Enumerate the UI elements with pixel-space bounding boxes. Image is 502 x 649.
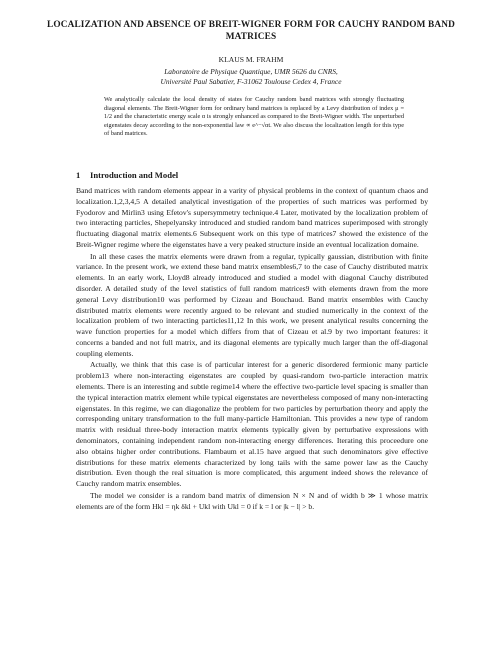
- abstract-text: We analytically calculate the local density of states for Cauchy random band matrices with strongly fluctuating diagonal elements. The Breit-Wigner form for ordinary band matrices is replaced by a Levy distribution of index μ = 1/2 and the characteristic energy scale α is strongly enhanced as compared to the Breit-Wigner width. The unperturbed eigenstates decay according to the non-exponential law ∝ e^−√αt. We also discuss the localization length for this type of band matrices.: [104, 96, 404, 138]
- paper-title: LOCALIZATION AND ABSENCE OF BREIT-WIGNER FORM FOR CAUCHY RANDOM BAND MATRICES: [46, 20, 456, 42]
- section-number: 1: [76, 170, 81, 180]
- affiliation: [40, 67, 462, 87]
- affiliation-line-1: Laboratoire de Physique Quantique, UMR 5626 du CNRS,: [164, 67, 338, 76]
- body-text: [76, 186, 428, 513]
- section-heading: [76, 170, 436, 181]
- section-title: Introduction and Model: [90, 170, 179, 180]
- paragraph: Band matrices with random elements appear in a varity of physical problems in the context of quantum chaos and localization.1,2,3,4,5 A detailed analytical investigation of the properties of such matrices was performed by Fyodorov and Mirlin3 using Efetov's supersymmetry technique.4 Later, motivated by the localization problem of two interacting particles, Shepelyansky introduced and studied random band matrices superimposed with strongly fluctuating diagonal matrix elements.6 Subsequent work on this type of matrices7 showed the existence of the Breit-Wigner regime where the eigenstates have a very peaked structure inside an eventual localization domaine.: [76, 186, 428, 249]
- paragraph: In all these cases the matrix elements were drawn from a regular, typically gaussian, distribution with finite variance. In the present work, we extend these band matrix ensembles6,7 to the case of Cauchy distributed matrix elements. In an early work, Lloyd8 already introduced and studied a model with diagonal Cauchy distributed disorder. A detailed study of the level statistics of full random matrices9 with elements drawn from the more general Levy distribution10 was performed by Cizeau and Bouchaud. Band matrix ensembles with Cauchy distributed matrix elements were recently argued to be relevant and studied numerically in the context of the localization problem of two interacting particles11,12 In this work, we present analytical results concerning the wave function properties for a model which differs from that of Cizeau et al.9 by two important features: it concerns a banded and not full matrix, and its diagonal elements are typically much larger than the off-diagonal coupling elements.: [76, 251, 428, 358]
- paragraph: Actually, we think that this case is of particular interest for a generic disordered fermionic many particle problem13 where non-interacting eigenstates are coupled by quasi-random two-particle interaction matrix elements. There is an interesting and subtle regime14 where the effective two-particle level spacing is smaller than the typical interaction matrix element while typical eigenstates are nevertheless composed of many non-interacting eigenstates. In this regime, we can diagonalize the problem for two particles by perturbation theory and apply the corresponding unitary transformation to the full many-particle Hamiltonian. This provides a new type of random matrix with residual three-body interaction matrix elements typically given by perturbative expressions with denominators, containing independent random non-interacting energy differences. Iterating this proceedure one also obtains higher order contributions. Flambaum et al.15 have argued that such denominators give effective distributions for these matrix elements characterized by long tails with the same power law as the Cauchy distribution. Even though the real situation is more complicated, this argument indeed shows the relevance of Cauchy random matrix ensembles.: [76, 360, 428, 489]
- author-name: KLAUS M. FRAHM: [218, 55, 284, 64]
- abstract: [104, 96, 404, 139]
- paragraph: The model we consider is a random band matrix of dimension N × N and of width b ≫ 1 whose matrix elements are of the form Hkl = ηk δkl + Ukl with Ukl = 0 if k = l or |k − l| > b.: [76, 490, 428, 511]
- affiliation-line-2: Université Paul Sabatier, F-31062 Toulouse Cedex 4, France: [160, 77, 342, 86]
